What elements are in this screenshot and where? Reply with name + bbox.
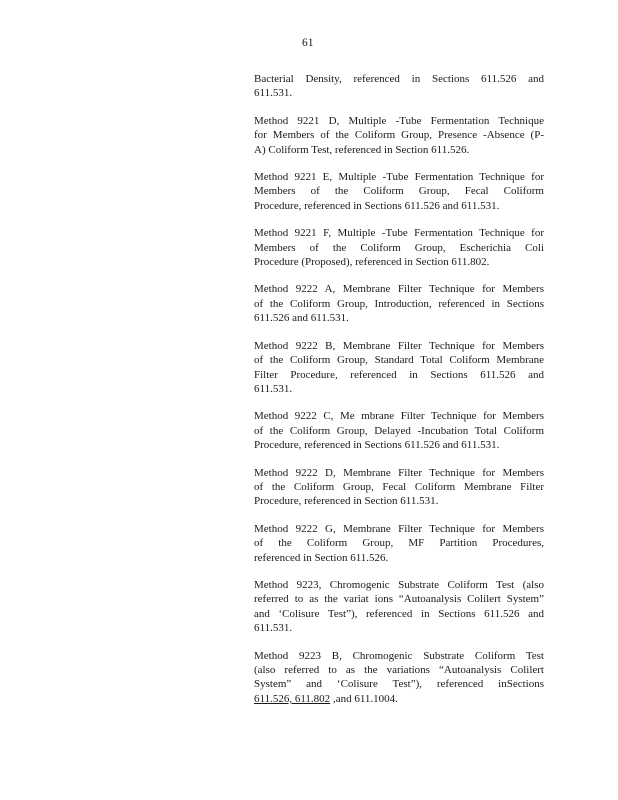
paragraph-line: Method 9221 F, Multiple -Tube Fermentation Technique for xyxy=(254,227,544,240)
paragraph-line: Filter Procedure, referenced in Sections 611.526 and xyxy=(254,368,544,381)
paragraph-line: Method 9222 A, Membrane Filter Technique for Members xyxy=(254,283,544,296)
paragraph-line: Method 9223 B, Chromogenic Substrate Coliform Test xyxy=(254,649,544,662)
reference-paragraph xyxy=(254,522,544,565)
paragraph-line: Members of the Coliform Group, Fecal Coliform xyxy=(254,185,544,198)
paragraph-line: 611.531. xyxy=(254,622,293,635)
paragraph-line: Procedure (Proposed), referenced in Section 611.802. xyxy=(254,256,490,269)
paragraph-line: 611.526 and 611.531. xyxy=(254,312,349,325)
paragraph-line: Method 9223, Chromogenic Substrate Coliform Test (also xyxy=(254,578,544,591)
paragraph-line: 611.531. xyxy=(254,382,293,395)
reference-paragraph xyxy=(254,466,544,509)
paragraph-line: of the Coliform Group, Fecal Coliform Membrane Filter xyxy=(254,480,544,493)
paragraph-line: A) Coliform Test, referenced in Section 611.526. xyxy=(254,143,470,156)
reference-paragraph xyxy=(254,282,544,325)
paragraph-line: Method 9221 E, Multiple -Tube Fermentation Technique for xyxy=(254,171,544,184)
reference-paragraph xyxy=(254,409,544,452)
paragraph-line: for Members of the Coliform Group, Presence -Absence (P- xyxy=(254,129,544,142)
paragraph-line: 611.531. xyxy=(254,87,293,100)
paragraph-line: Method 9222 D, Membrane Filter Technique for Members xyxy=(254,466,544,479)
section-refs-rest: ,and 611.1004. xyxy=(330,692,398,705)
reference-paragraph xyxy=(254,339,544,397)
paragraph-line: of the Coliform Group, Standard Total Coliform Membrane xyxy=(254,354,544,367)
underlined-section-refs: 611.526, 611.802 xyxy=(254,692,331,705)
reference-paragraph xyxy=(254,226,544,269)
paragraph-line: Method 9222 G, Membrane Filter Technique for Members xyxy=(254,522,544,535)
reference-paragraph xyxy=(254,170,544,213)
paragraph-line: referenced in Section 611.526. xyxy=(254,551,389,564)
paragraph-line: Method 9222 C, Me mbrane Filter Technique for Members xyxy=(254,410,544,423)
paragraph-line: (also referred to as the variations “Autoanalysis Colilert xyxy=(254,664,544,676)
paragraph-line: of the Coliform Group, MF Partition Procedures, xyxy=(254,537,544,550)
paragraph-line: Procedure, referenced in Sections 611.526 and 611.531. xyxy=(254,439,500,452)
reference-paragraph xyxy=(254,114,544,157)
paragraph-line: Method 9221 D, Multiple -Tube Fermentation Technique xyxy=(254,114,544,127)
paragraph-line: Procedure, referenced in Section 611.531. xyxy=(254,495,439,508)
paragraph-line xyxy=(254,692,544,706)
paragraph-line: of the Coliform Group, Introduction, referenced in Sections xyxy=(254,297,544,310)
paragraph-line: System” and ‘Colisure Test”), referenced inSections xyxy=(254,678,544,691)
page-number: 61 xyxy=(302,37,314,49)
reference-paragraph xyxy=(254,578,544,636)
paragraph-line: of the Coliform Group, Delayed -Incubation Total Coliform xyxy=(254,424,544,437)
document-body xyxy=(254,72,544,719)
reference-paragraph xyxy=(254,649,544,707)
paragraph-line: Procedure, referenced in Sections 611.526 and 611.531. xyxy=(254,199,500,212)
paragraph-line: and ‘Colisure Test”), referenced in Sections 611.526 and xyxy=(254,607,544,620)
paragraph-line: Method 9222 B, Membrane Filter Technique for Members xyxy=(254,339,544,352)
paragraph-line: referred to as the variat ions “Autoanalysis Colilert System” xyxy=(254,593,544,606)
reference-paragraph xyxy=(254,72,544,101)
paragraph-line: Bacterial Density, referenced in Sections 611.526 and xyxy=(254,73,544,85)
paragraph-line: Members of the Coliform Group, Escherichia Coli xyxy=(254,241,544,254)
